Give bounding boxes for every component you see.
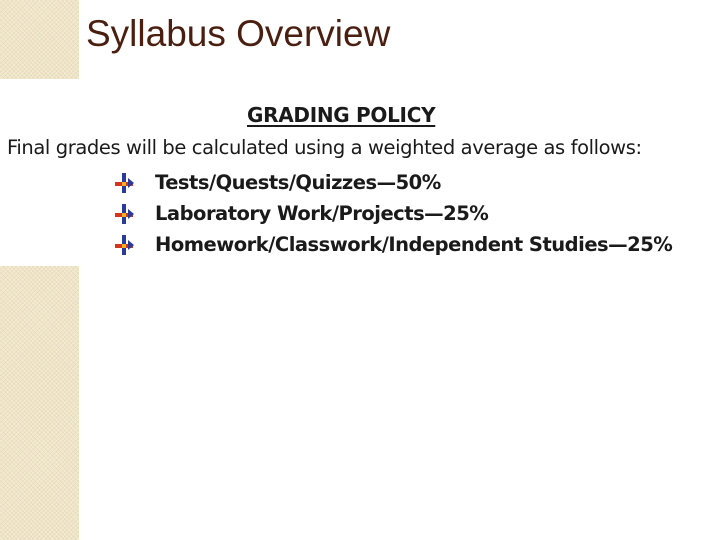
list-item (113, 229, 672, 260)
arrow-bullet-icon (113, 203, 135, 225)
decorative-side-panel-bottom (0, 266, 79, 540)
list-item-label: Tests/Quests/Quizzes—50% (155, 171, 441, 194)
decorative-side-panel-top (0, 0, 79, 79)
list-item (113, 198, 672, 229)
grading-policy-heading: GRADING POLICY (247, 103, 436, 127)
list-item-label: Laboratory Work/Projects—25% (155, 202, 489, 225)
list-item (113, 167, 672, 198)
arrow-bullet-icon (113, 172, 135, 194)
grading-intro-text: Final grades will be calculated using a weighted average as follows: (7, 136, 642, 159)
list-item-label: Homework/Classwork/Independent Studies—25% (155, 233, 673, 256)
grading-policy-list (113, 167, 672, 260)
arrow-bullet-icon (113, 234, 135, 256)
slide-title: Syllabus Overview (86, 13, 391, 54)
